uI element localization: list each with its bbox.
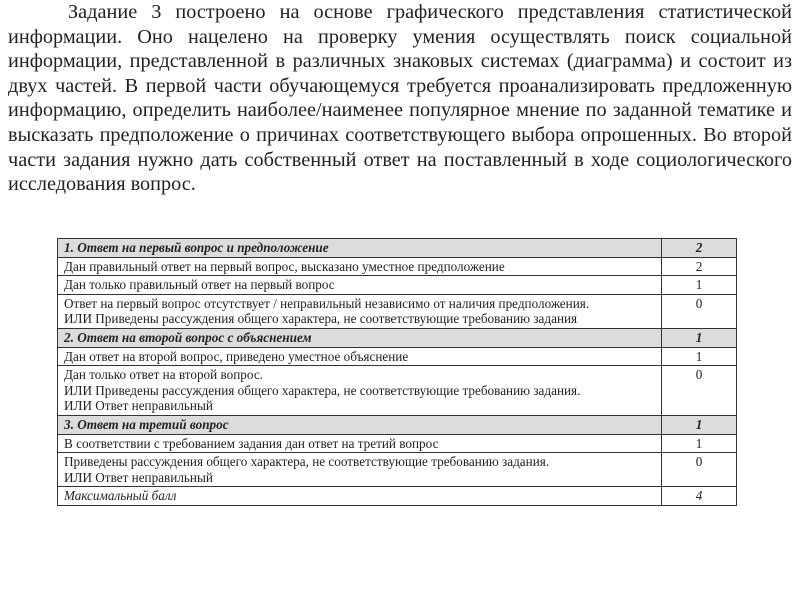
section-title: 3. Ответ на третий вопрос: [58, 415, 662, 434]
criterion-text: Дан ответ на второй вопрос, приведено уместное объяснение: [58, 347, 662, 366]
total-row: [58, 487, 737, 506]
criterion-score: 0: [662, 366, 737, 416]
table-row: [58, 257, 737, 276]
criterion-text: [58, 366, 662, 416]
table-row: [58, 434, 737, 453]
intro-text: Задание 3 построено на основе графического представления статистической информации. Оно нацелено на проверку умения осуществлять поиск социальной информации, представленной в различных знаковых системах (диаграмма) и состоит из двух частей. В первой части обучающемуся требуется проанализировать предложенную информацию, определить наиболее/наименее популярное мнение по заданной тематике и высказать предположение о причинах соответствующего выбора опрошенных. Во второй части задания нужно дать собственный ответ на поставленный в ходе социологического исследования вопрос.: [8, 1, 792, 196]
criterion-text: [58, 453, 662, 487]
total-score: 4: [662, 487, 737, 506]
criterion-score: 1: [662, 276, 737, 295]
section-max-score: 1: [662, 415, 737, 434]
total-label: Максимальный балл: [58, 487, 662, 506]
section-max-score: 2: [662, 239, 737, 258]
intro-paragraph: [8, 0, 792, 197]
section-title: 2. Ответ на второй вопрос с объяснением: [58, 328, 662, 347]
criterion-line: ИЛИ Ответ неправильный: [64, 398, 213, 414]
section-header-row: [58, 239, 737, 258]
table-row: [58, 276, 737, 295]
section-title: 1. Ответ на первый вопрос и предположение: [58, 239, 662, 258]
criterion-text: [58, 294, 662, 328]
table-row: [58, 347, 737, 366]
criterion-score: 0: [662, 453, 737, 487]
criteria-table: [57, 238, 737, 506]
criterion-line: ИЛИ Приведены рассуждения общего характера, не соответствующие требованию задания: [64, 311, 578, 327]
table-row: [58, 294, 737, 328]
table-row: [58, 366, 737, 416]
criterion-text: Дан правильный ответ на первый вопрос, высказано уместное предположение: [58, 257, 662, 276]
criterion-text: Дан только правильный ответ на первый вопрос: [58, 276, 662, 295]
criterion-line: Ответ на первый вопрос отсутствует / неправильный независимо от наличия предположения.: [64, 295, 590, 311]
criterion-line: ИЛИ Ответ неправильный: [64, 469, 213, 485]
section-header-row: [58, 328, 737, 347]
criterion-text: В соответствии с требованием задания дан ответ на третий вопрос: [58, 434, 662, 453]
criterion-line: ИЛИ Приведены рассуждения общего характера, не соответствующие требованию задания.: [64, 382, 581, 398]
criterion-score: 1: [662, 347, 737, 366]
criterion-score: 1: [662, 434, 737, 453]
criterion-score: 2: [662, 257, 737, 276]
criterion-score: 0: [662, 294, 737, 328]
section-header-row: [58, 415, 737, 434]
table-row: [58, 453, 737, 487]
criterion-line: Приведены рассуждения общего характера, не соответствующие требованию задания.: [64, 454, 550, 470]
section-max-score: 1: [662, 328, 737, 347]
criterion-line: Дан только ответ на второй вопрос.: [64, 367, 263, 383]
